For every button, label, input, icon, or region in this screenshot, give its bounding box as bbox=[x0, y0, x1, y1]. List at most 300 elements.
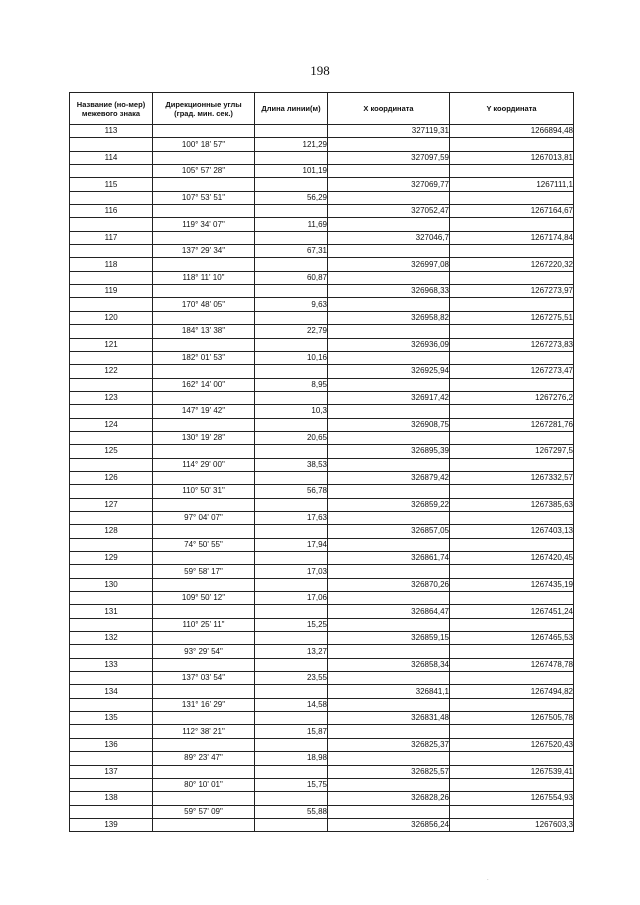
table-row bbox=[70, 485, 574, 498]
angle-cell-empty bbox=[153, 498, 255, 511]
x-cell-empty bbox=[328, 245, 450, 258]
y-coordinate: 1267494,82 bbox=[450, 685, 574, 698]
x-cell-empty bbox=[328, 458, 450, 471]
direction-angle: 118° 11' 10" bbox=[153, 271, 255, 284]
table-row bbox=[70, 792, 574, 805]
table-row bbox=[70, 645, 574, 658]
angle-cell-empty bbox=[153, 445, 255, 458]
direction-angle: 112° 38' 21" bbox=[153, 725, 255, 738]
point-name: 117 bbox=[70, 231, 153, 244]
x-coordinate: 326857,05 bbox=[328, 525, 450, 538]
point-name: 120 bbox=[70, 311, 153, 324]
y-cell-empty bbox=[450, 191, 574, 204]
point-name: 139 bbox=[70, 818, 153, 831]
x-coordinate: 326908,75 bbox=[328, 418, 450, 431]
name-cell-empty bbox=[70, 218, 153, 231]
table-row bbox=[70, 178, 574, 191]
table-row bbox=[70, 365, 574, 378]
table-row bbox=[70, 712, 574, 725]
header-angle: Дирекционные углы (град. мин. сек.) bbox=[153, 93, 255, 125]
y-coordinate: 1267478,78 bbox=[450, 658, 574, 671]
y-cell-empty bbox=[450, 672, 574, 685]
line-length: 10,16 bbox=[255, 351, 328, 364]
table-row bbox=[70, 511, 574, 524]
table-row bbox=[70, 498, 574, 511]
length-cell-empty bbox=[255, 445, 328, 458]
angle-cell-empty bbox=[153, 765, 255, 778]
name-cell-empty bbox=[70, 298, 153, 311]
angle-cell-empty bbox=[153, 605, 255, 618]
y-coordinate: 1267275,51 bbox=[450, 311, 574, 324]
x-cell-empty bbox=[328, 752, 450, 765]
angle-cell-empty bbox=[153, 205, 255, 218]
direction-angle: 59° 57' 09" bbox=[153, 805, 255, 818]
table-row bbox=[70, 351, 574, 364]
name-cell-empty bbox=[70, 725, 153, 738]
length-cell-empty bbox=[255, 685, 328, 698]
angle-cell-empty bbox=[153, 792, 255, 805]
header-name: Название (но-мер) межевого знака bbox=[70, 93, 153, 125]
y-cell-empty bbox=[450, 165, 574, 178]
point-name: 135 bbox=[70, 712, 153, 725]
x-coordinate: 326864,47 bbox=[328, 605, 450, 618]
x-coordinate: 326968,33 bbox=[328, 285, 450, 298]
y-coordinate: 1267297,5 bbox=[450, 445, 574, 458]
point-name: 132 bbox=[70, 632, 153, 645]
table-row bbox=[70, 285, 574, 298]
direction-angle: 114° 29' 00" bbox=[153, 458, 255, 471]
name-cell-empty bbox=[70, 592, 153, 605]
x-coordinate: 326858,34 bbox=[328, 658, 450, 671]
point-name: 114 bbox=[70, 151, 153, 164]
angle-cell-empty bbox=[153, 125, 255, 138]
length-cell-empty bbox=[255, 471, 328, 484]
x-cell-empty bbox=[328, 191, 450, 204]
direction-angle: 100° 18' 57" bbox=[153, 138, 255, 151]
length-cell-empty bbox=[255, 178, 328, 191]
x-coordinate: 326841,1 bbox=[328, 685, 450, 698]
table-row bbox=[70, 125, 574, 138]
y-cell-empty bbox=[450, 298, 574, 311]
direction-angle: 137° 03' 54" bbox=[153, 672, 255, 685]
table-row bbox=[70, 165, 574, 178]
angle-cell-empty bbox=[153, 658, 255, 671]
angle-cell-empty bbox=[153, 632, 255, 645]
point-name: 125 bbox=[70, 445, 153, 458]
point-name: 129 bbox=[70, 552, 153, 565]
point-name: 130 bbox=[70, 578, 153, 591]
name-cell-empty bbox=[70, 165, 153, 178]
line-length: 11,69 bbox=[255, 218, 328, 231]
x-coordinate: 327052,47 bbox=[328, 205, 450, 218]
name-cell-empty bbox=[70, 325, 153, 338]
table-row bbox=[70, 618, 574, 631]
table-row bbox=[70, 271, 574, 284]
name-cell-empty bbox=[70, 405, 153, 418]
name-cell-empty bbox=[70, 191, 153, 204]
angle-cell-empty bbox=[153, 685, 255, 698]
x-cell-empty bbox=[328, 351, 450, 364]
x-coordinate: 327097,59 bbox=[328, 151, 450, 164]
name-cell-empty bbox=[70, 538, 153, 551]
table-row bbox=[70, 258, 574, 271]
angle-cell-empty bbox=[153, 418, 255, 431]
direction-angle: 147° 19' 42" bbox=[153, 405, 255, 418]
header-y: Y координата bbox=[450, 93, 574, 125]
length-cell-empty bbox=[255, 712, 328, 725]
line-length: 17,63 bbox=[255, 511, 328, 524]
y-cell-empty bbox=[450, 752, 574, 765]
y-coordinate: 1267164,67 bbox=[450, 205, 574, 218]
length-cell-empty bbox=[255, 151, 328, 164]
point-name: 128 bbox=[70, 525, 153, 538]
y-cell-empty bbox=[450, 618, 574, 631]
y-cell-empty bbox=[450, 778, 574, 791]
table-row bbox=[70, 418, 574, 431]
table-row bbox=[70, 525, 574, 538]
table-row bbox=[70, 218, 574, 231]
line-length: 14,58 bbox=[255, 698, 328, 711]
y-coordinate: 1267554,93 bbox=[450, 792, 574, 805]
table-row bbox=[70, 378, 574, 391]
table-row bbox=[70, 231, 574, 244]
x-cell-empty bbox=[328, 778, 450, 791]
direction-angle: 107° 53' 51" bbox=[153, 191, 255, 204]
y-cell-empty bbox=[450, 485, 574, 498]
x-coordinate: 327069,77 bbox=[328, 178, 450, 191]
y-coordinate: 1267281,76 bbox=[450, 418, 574, 431]
y-cell-empty bbox=[450, 565, 574, 578]
length-cell-empty bbox=[255, 578, 328, 591]
y-cell-empty bbox=[450, 218, 574, 231]
x-cell-empty bbox=[328, 138, 450, 151]
table-row bbox=[70, 805, 574, 818]
length-cell-empty bbox=[255, 738, 328, 751]
length-cell-empty bbox=[255, 205, 328, 218]
x-cell-empty bbox=[328, 165, 450, 178]
x-coordinate: 326958,82 bbox=[328, 311, 450, 324]
x-cell-empty bbox=[328, 618, 450, 631]
table-row bbox=[70, 685, 574, 698]
y-coordinate: 1267435,19 bbox=[450, 578, 574, 591]
y-coordinate: 1267273,83 bbox=[450, 338, 574, 351]
y-coordinate: 1267465,53 bbox=[450, 632, 574, 645]
table-row bbox=[70, 405, 574, 418]
table-row bbox=[70, 431, 574, 444]
angle-cell-empty bbox=[153, 525, 255, 538]
x-cell-empty bbox=[328, 592, 450, 605]
angle-cell-empty bbox=[153, 338, 255, 351]
x-cell-empty bbox=[328, 431, 450, 444]
y-coordinate: 1267273,97 bbox=[450, 285, 574, 298]
table-row bbox=[70, 818, 574, 831]
line-length: 56,29 bbox=[255, 191, 328, 204]
length-cell-empty bbox=[255, 765, 328, 778]
line-length: 67,31 bbox=[255, 245, 328, 258]
point-name: 134 bbox=[70, 685, 153, 698]
table-row bbox=[70, 565, 574, 578]
name-cell-empty bbox=[70, 645, 153, 658]
name-cell-empty bbox=[70, 778, 153, 791]
table-row bbox=[70, 445, 574, 458]
table-row bbox=[70, 325, 574, 338]
name-cell-empty bbox=[70, 752, 153, 765]
angle-cell-empty bbox=[153, 178, 255, 191]
angle-cell-empty bbox=[153, 231, 255, 244]
angle-cell-empty bbox=[153, 285, 255, 298]
y-coordinate: 1267332,57 bbox=[450, 471, 574, 484]
name-cell-empty bbox=[70, 698, 153, 711]
x-cell-empty bbox=[328, 805, 450, 818]
table-row bbox=[70, 298, 574, 311]
table-row bbox=[70, 138, 574, 151]
name-cell-empty bbox=[70, 378, 153, 391]
point-name: 115 bbox=[70, 178, 153, 191]
x-coordinate: 326917,42 bbox=[328, 391, 450, 404]
x-coordinate: 326895,39 bbox=[328, 445, 450, 458]
x-coordinate: 326936,09 bbox=[328, 338, 450, 351]
direction-angle: 182° 01' 53" bbox=[153, 351, 255, 364]
table-row bbox=[70, 538, 574, 551]
length-cell-empty bbox=[255, 338, 328, 351]
name-cell-empty bbox=[70, 485, 153, 498]
table-row bbox=[70, 592, 574, 605]
x-cell-empty bbox=[328, 271, 450, 284]
x-cell-empty bbox=[328, 645, 450, 658]
length-cell-empty bbox=[255, 818, 328, 831]
table-row bbox=[70, 191, 574, 204]
table-row bbox=[70, 391, 574, 404]
name-cell-empty bbox=[70, 351, 153, 364]
table-row bbox=[70, 725, 574, 738]
x-coordinate: 326856,24 bbox=[328, 818, 450, 831]
line-length: 121,29 bbox=[255, 138, 328, 151]
x-coordinate: 326870,26 bbox=[328, 578, 450, 591]
y-coordinate: 1267174,84 bbox=[450, 231, 574, 244]
x-coordinate: 326997,08 bbox=[328, 258, 450, 271]
footer-mark: . bbox=[487, 876, 489, 882]
x-coordinate: 326831,48 bbox=[328, 712, 450, 725]
point-name: 124 bbox=[70, 418, 153, 431]
direction-angle: 130° 19' 28" bbox=[153, 431, 255, 444]
x-cell-empty bbox=[328, 378, 450, 391]
table-row bbox=[70, 245, 574, 258]
angle-cell-empty bbox=[153, 578, 255, 591]
line-length: 15,25 bbox=[255, 618, 328, 631]
name-cell-empty bbox=[70, 565, 153, 578]
x-coordinate: 327119,31 bbox=[328, 125, 450, 138]
y-cell-empty bbox=[450, 351, 574, 364]
point-name: 127 bbox=[70, 498, 153, 511]
angle-cell-empty bbox=[153, 738, 255, 751]
x-cell-empty bbox=[328, 325, 450, 338]
length-cell-empty bbox=[255, 125, 328, 138]
point-name: 123 bbox=[70, 391, 153, 404]
table-row bbox=[70, 698, 574, 711]
direction-angle: 97° 04' 07" bbox=[153, 511, 255, 524]
y-coordinate: 1267520,43 bbox=[450, 738, 574, 751]
page-number: 198 bbox=[310, 63, 330, 78]
y-coordinate: 1267420,45 bbox=[450, 552, 574, 565]
y-coordinate: 1267451,24 bbox=[450, 605, 574, 618]
line-length: 17,06 bbox=[255, 592, 328, 605]
x-cell-empty bbox=[328, 672, 450, 685]
line-length: 55,88 bbox=[255, 805, 328, 818]
y-coordinate: 1267220,32 bbox=[450, 258, 574, 271]
y-cell-empty bbox=[450, 271, 574, 284]
header-x: X координата bbox=[328, 93, 450, 125]
angle-cell-empty bbox=[153, 391, 255, 404]
line-length: 9,63 bbox=[255, 298, 328, 311]
x-cell-empty bbox=[328, 218, 450, 231]
x-coordinate: 326879,42 bbox=[328, 471, 450, 484]
line-length: 23,55 bbox=[255, 672, 328, 685]
point-name: 121 bbox=[70, 338, 153, 351]
y-cell-empty bbox=[450, 538, 574, 551]
y-cell-empty bbox=[450, 511, 574, 524]
y-coordinate: 1267273,47 bbox=[450, 365, 574, 378]
y-cell-empty bbox=[450, 592, 574, 605]
coordinates-table bbox=[69, 92, 574, 832]
point-name: 118 bbox=[70, 258, 153, 271]
x-coordinate: 326859,15 bbox=[328, 632, 450, 645]
x-cell-empty bbox=[328, 511, 450, 524]
y-cell-empty bbox=[450, 645, 574, 658]
direction-angle: 59° 58' 17" bbox=[153, 565, 255, 578]
table-row bbox=[70, 338, 574, 351]
y-coordinate: 1267385,63 bbox=[450, 498, 574, 511]
y-coordinate: 1267505,78 bbox=[450, 712, 574, 725]
line-length: 15,75 bbox=[255, 778, 328, 791]
length-cell-empty bbox=[255, 285, 328, 298]
direction-angle: 110° 25' 11" bbox=[153, 618, 255, 631]
direction-angle: 74° 50' 55" bbox=[153, 538, 255, 551]
line-length: 15,87 bbox=[255, 725, 328, 738]
direction-angle: 93° 29' 54" bbox=[153, 645, 255, 658]
table-header-row bbox=[70, 93, 574, 125]
line-length: 13,27 bbox=[255, 645, 328, 658]
direction-angle: 109° 50' 12" bbox=[153, 592, 255, 605]
direction-angle: 137° 29' 34" bbox=[153, 245, 255, 258]
direction-angle: 80° 10' 01" bbox=[153, 778, 255, 791]
angle-cell-empty bbox=[153, 471, 255, 484]
angle-cell-empty bbox=[153, 258, 255, 271]
length-cell-empty bbox=[255, 658, 328, 671]
name-cell-empty bbox=[70, 618, 153, 631]
y-coordinate: 1266894,48 bbox=[450, 125, 574, 138]
x-cell-empty bbox=[328, 485, 450, 498]
x-coordinate: 326925,94 bbox=[328, 365, 450, 378]
y-cell-empty bbox=[450, 138, 574, 151]
length-cell-empty bbox=[255, 605, 328, 618]
angle-cell-empty bbox=[153, 151, 255, 164]
direction-angle: 184° 13' 38" bbox=[153, 325, 255, 338]
y-coordinate: 1267276,2 bbox=[450, 391, 574, 404]
point-name: 116 bbox=[70, 205, 153, 218]
point-name: 133 bbox=[70, 658, 153, 671]
x-coordinate: 326861,74 bbox=[328, 552, 450, 565]
length-cell-empty bbox=[255, 632, 328, 645]
line-length: 17,03 bbox=[255, 565, 328, 578]
direction-angle: 131° 16' 29" bbox=[153, 698, 255, 711]
length-cell-empty bbox=[255, 418, 328, 431]
table-row bbox=[70, 605, 574, 618]
line-length: 60,87 bbox=[255, 271, 328, 284]
table-row bbox=[70, 658, 574, 671]
point-name: 113 bbox=[70, 125, 153, 138]
length-cell-empty bbox=[255, 552, 328, 565]
table-row bbox=[70, 632, 574, 645]
line-length: 56,78 bbox=[255, 485, 328, 498]
y-coordinate: 1267111,1 bbox=[450, 178, 574, 191]
y-cell-empty bbox=[450, 431, 574, 444]
y-cell-empty bbox=[450, 378, 574, 391]
table-row bbox=[70, 552, 574, 565]
angle-cell-empty bbox=[153, 365, 255, 378]
y-coordinate: 1267603,3 bbox=[450, 818, 574, 831]
line-length: 17,94 bbox=[255, 538, 328, 551]
angle-cell-empty bbox=[153, 712, 255, 725]
y-cell-empty bbox=[450, 405, 574, 418]
point-name: 136 bbox=[70, 738, 153, 751]
name-cell-empty bbox=[70, 245, 153, 258]
length-cell-empty bbox=[255, 525, 328, 538]
line-length: 10,3 bbox=[255, 405, 328, 418]
name-cell-empty bbox=[70, 431, 153, 444]
header-length: Длина линии(м) bbox=[255, 93, 328, 125]
y-coordinate: 1267539,41 bbox=[450, 765, 574, 778]
table-row bbox=[70, 458, 574, 471]
table-row bbox=[70, 765, 574, 778]
angle-cell-empty bbox=[153, 818, 255, 831]
line-length: 8,95 bbox=[255, 378, 328, 391]
y-cell-empty bbox=[450, 805, 574, 818]
x-cell-empty bbox=[328, 698, 450, 711]
direction-angle: 119° 34' 07" bbox=[153, 218, 255, 231]
point-name: 119 bbox=[70, 285, 153, 298]
name-cell-empty bbox=[70, 511, 153, 524]
length-cell-empty bbox=[255, 365, 328, 378]
x-cell-empty bbox=[328, 298, 450, 311]
y-cell-empty bbox=[450, 458, 574, 471]
direction-angle: 170° 48' 05" bbox=[153, 298, 255, 311]
length-cell-empty bbox=[255, 231, 328, 244]
x-cell-empty bbox=[328, 725, 450, 738]
x-coordinate: 326828,26 bbox=[328, 792, 450, 805]
x-coordinate: 326825,37 bbox=[328, 738, 450, 751]
angle-cell-empty bbox=[153, 311, 255, 324]
direction-angle: 105° 57' 28" bbox=[153, 165, 255, 178]
y-cell-empty bbox=[450, 725, 574, 738]
point-name: 137 bbox=[70, 765, 153, 778]
point-name: 138 bbox=[70, 792, 153, 805]
length-cell-empty bbox=[255, 311, 328, 324]
line-length: 38,53 bbox=[255, 458, 328, 471]
y-coordinate: 1267403,13 bbox=[450, 525, 574, 538]
angle-cell-empty bbox=[153, 552, 255, 565]
table-row bbox=[70, 578, 574, 591]
x-cell-empty bbox=[328, 565, 450, 578]
table-row bbox=[70, 672, 574, 685]
name-cell-empty bbox=[70, 672, 153, 685]
length-cell-empty bbox=[255, 391, 328, 404]
name-cell-empty bbox=[70, 271, 153, 284]
x-coordinate: 327046,7 bbox=[328, 231, 450, 244]
x-coordinate: 326825,57 bbox=[328, 765, 450, 778]
table-row bbox=[70, 151, 574, 164]
x-cell-empty bbox=[328, 405, 450, 418]
line-length: 20,65 bbox=[255, 431, 328, 444]
